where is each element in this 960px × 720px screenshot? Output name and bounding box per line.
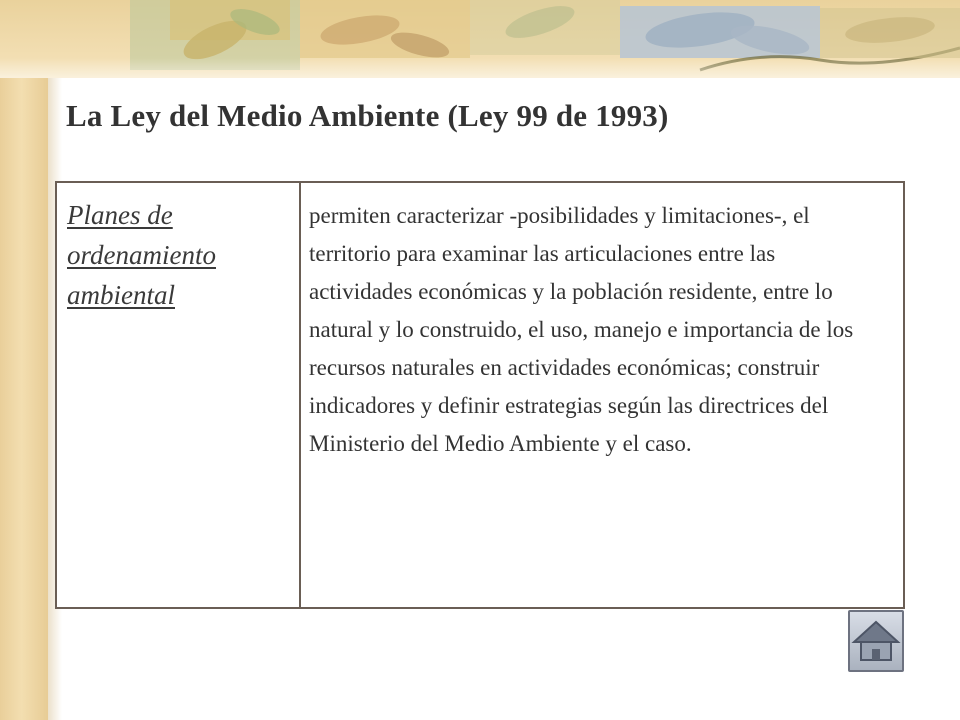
content-table (55, 181, 905, 609)
table-row (56, 182, 904, 608)
home-icon (850, 612, 902, 670)
home-button[interactable] (848, 610, 904, 672)
decorative-leaf-banner (0, 0, 960, 78)
description-cell (300, 182, 904, 608)
term-link[interactable]: Planes de ordenamiento ambiental (67, 200, 216, 310)
description-text: permiten caracterizar -posibilidades y limitaciones-, el territorio para examinar las articulaciones entre las actividades económicas y la población residente, entre lo natural y lo construido, el uso, manejo e importancia de los recursos naturales en actividades económicas; construir indicadores y definir estrategias según las directrices del Ministerio del Medio Ambiente y el caso. (309, 203, 854, 456)
slide-title: La Ley del Medio Ambiente (Ley 99 de 1993) (66, 98, 669, 133)
term-cell (56, 182, 300, 608)
left-parchment-strip (0, 0, 48, 720)
